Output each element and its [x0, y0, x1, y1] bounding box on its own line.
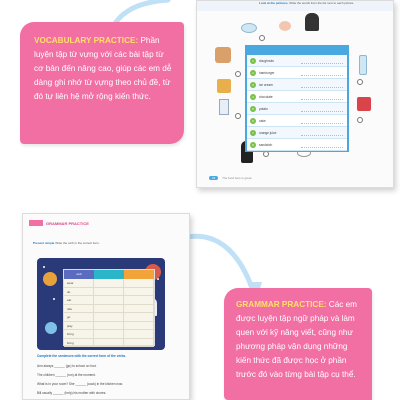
verb-cell: do	[64, 288, 94, 296]
exercise-sentence: Ann always ______ (go) to school on foot.	[37, 364, 97, 368]
instruction-strong: Look at the pictures.	[259, 1, 289, 5]
answer-cell[interactable]	[94, 305, 124, 313]
verb-table-header	[64, 270, 154, 279]
answer-blank[interactable]	[301, 58, 343, 64]
vocabulary-word: sandwich	[259, 142, 273, 147]
vocabulary-table-header	[247, 47, 347, 55]
exercise-sentence: What is in your room? She ______ (cook) in the kitchen now.	[37, 382, 123, 386]
vocabulary-instruction	[259, 2, 389, 5]
row-number: 3	[250, 82, 256, 88]
verb-row	[64, 330, 154, 339]
column-header	[124, 270, 154, 279]
row-number: 8	[250, 142, 256, 148]
verb-cell: go	[64, 313, 94, 321]
answer-circle[interactable]	[259, 35, 265, 41]
vocabulary-callout-title: VOCABULARY PRACTICE:	[34, 36, 139, 45]
verb-cell: bring	[64, 339, 94, 347]
answer-cell[interactable]	[94, 288, 124, 296]
space-themed-exercise	[37, 258, 165, 350]
chef-picture	[305, 13, 319, 31]
grammar-page-title: GRAMMAR PRACTICE	[46, 220, 89, 226]
answer-cell[interactable]	[124, 322, 154, 330]
vocabulary-row	[247, 79, 347, 91]
vocabulary-table	[245, 45, 349, 152]
answer-blank[interactable]	[301, 94, 343, 100]
vocabulary-row	[247, 103, 347, 115]
verb-row	[64, 305, 154, 314]
answer-cell[interactable]	[124, 305, 154, 313]
verb-row	[64, 296, 154, 305]
answer-blank[interactable]	[301, 82, 343, 88]
answer-cell[interactable]	[94, 322, 124, 330]
star-decoration	[53, 298, 55, 300]
vocabulary-word: hamburger	[259, 70, 275, 75]
vocabulary-word: potato	[259, 106, 268, 111]
answer-blank[interactable]	[301, 70, 343, 76]
row-number: 6	[250, 118, 256, 124]
vocabulary-word: ice cream	[259, 82, 273, 87]
exercise-title-text: Complete the sentences with the correct form of the verbs.	[37, 354, 127, 358]
grammar-instruction-strong: Present simple	[33, 241, 55, 245]
answer-cell[interactable]	[94, 330, 124, 338]
cup-picture	[279, 21, 291, 31]
planet-icon	[45, 322, 57, 334]
answer-cell[interactable]	[124, 296, 154, 304]
answer-cell[interactable]	[94, 279, 124, 287]
row-number: 4	[250, 94, 256, 100]
bottle-picture	[359, 55, 367, 75]
verb-row	[64, 313, 154, 322]
grammar-page-preview	[22, 213, 190, 400]
vocabulary-word: orange juice	[259, 130, 277, 135]
planet-icon	[43, 272, 57, 286]
row-number: 7	[250, 130, 256, 136]
header-flag	[29, 220, 43, 226]
verb-cell: eat	[64, 296, 94, 304]
answer-blank[interactable]	[301, 118, 343, 124]
row-number: 1	[250, 58, 256, 64]
grammar-callout-title: GRAMMAR PRACTICE:	[236, 300, 327, 309]
vocabulary-practice-callout	[20, 22, 184, 144]
answer-circle[interactable]	[235, 71, 241, 77]
answer-cell[interactable]	[124, 288, 154, 296]
answer-cell[interactable]	[124, 313, 154, 321]
milk-picture	[219, 99, 229, 115]
star-decoration	[43, 266, 45, 268]
exercise-sentence: The children ______ (run) at the moment.	[37, 373, 96, 377]
answer-circle[interactable]	[235, 113, 241, 119]
answer-blank[interactable]	[301, 142, 343, 148]
column-header	[94, 270, 124, 279]
grammar-instruction-text: Write the verb in the correct form.	[55, 241, 100, 245]
answer-circle[interactable]	[357, 79, 363, 85]
vocabulary-row	[247, 67, 347, 79]
answer-blank[interactable]	[301, 130, 343, 136]
vocabulary-row	[247, 91, 347, 103]
verb-table	[63, 269, 155, 346]
instruction-text: Write the words from the list next to each picture.	[289, 1, 355, 5]
verb-cell: ride	[64, 305, 94, 313]
answer-cell[interactable]	[124, 330, 154, 338]
vocabulary-word: cake	[259, 118, 266, 123]
vocabulary-word: chocolate	[259, 94, 273, 99]
exercise-title	[37, 354, 187, 358]
exercise-sentence: Bill usually ______ (help) his mother with chores.	[37, 391, 107, 395]
vocabulary-row	[247, 115, 347, 127]
page-number: 22	[209, 176, 218, 180]
verb-cell: play	[64, 322, 94, 330]
grammar-page-header	[29, 220, 89, 226]
verb-row	[64, 339, 154, 348]
vocabulary-callout-body: Phần luyện tập từ vựng với các bài tập từ cơ bản đến nâng cao, giúp các em dễ dàng ghi nhớ từ vựng theo chủ đề, từ đó tự liên hệ mở rộng kiến thức.	[34, 36, 172, 101]
answer-circle[interactable]	[357, 117, 363, 123]
verb-cell: wear	[64, 279, 94, 287]
unit-title: The food here is great	[222, 176, 252, 180]
verb-row	[64, 288, 154, 297]
vocabulary-page-preview	[196, 0, 394, 188]
verb-column-header: verb	[64, 270, 94, 279]
answer-cell[interactable]	[124, 339, 154, 347]
page-footer	[209, 176, 251, 180]
vocabulary-row	[247, 127, 347, 139]
vocabulary-row	[247, 139, 347, 151]
answer-blank[interactable]	[301, 106, 343, 112]
verb-cell: bring	[64, 330, 94, 338]
answer-cell[interactable]	[124, 279, 154, 287]
sandwich-picture	[215, 47, 231, 63]
vocabulary-callout-text	[34, 34, 174, 104]
grammar-callout-body: Các em được luyện tập ngữ pháp và làm quen với kỹ năng viết, cũng như phương pháp vận dụng những kiến thức đã được học ở phần trước đó vào từng bài tập cụ thể.	[236, 300, 358, 379]
row-number: 2	[250, 70, 256, 76]
shirt-picture	[357, 97, 371, 111]
answer-cell[interactable]	[94, 313, 124, 321]
answer-cell[interactable]	[94, 339, 124, 347]
bowl-picture	[241, 23, 257, 33]
row-number: 5	[250, 106, 256, 112]
verb-row	[64, 279, 154, 288]
vocabulary-word: doughnuts	[259, 58, 274, 63]
grammar-instruction	[33, 242, 183, 246]
grammar-callout-text	[236, 298, 364, 382]
verb-row	[64, 322, 154, 331]
grammar-practice-callout	[224, 288, 372, 400]
vocabulary-row	[247, 55, 347, 67]
pizza-picture	[217, 79, 231, 93]
answer-cell[interactable]	[94, 296, 124, 304]
